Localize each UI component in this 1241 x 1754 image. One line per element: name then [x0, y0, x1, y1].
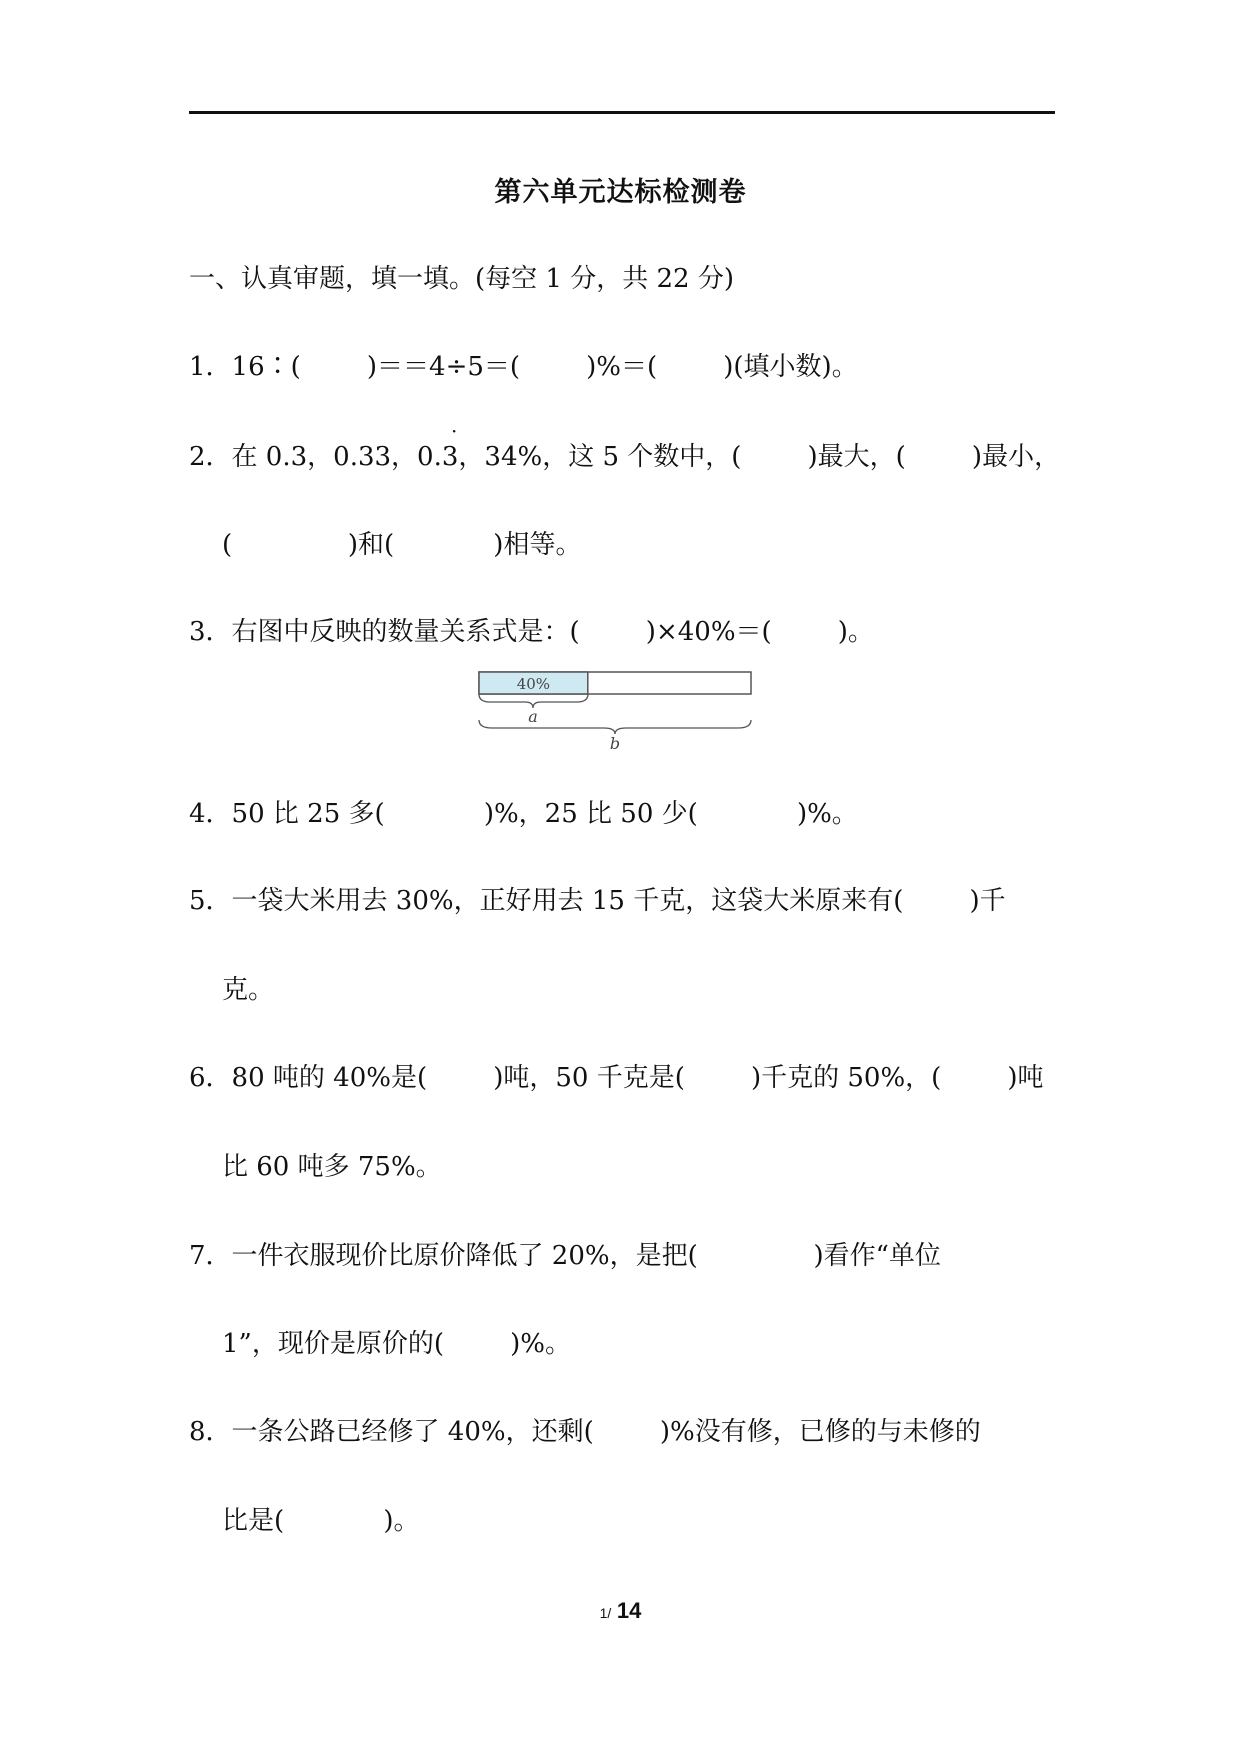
brace-a: [479, 694, 588, 708]
bar-label: 40%: [516, 675, 551, 693]
question-1: 1．16∶( )＝＝4÷5＝( )%＝( )(填小数)。: [189, 352, 858, 382]
page-total: 14: [616, 1598, 642, 1623]
page-title: 第六单元达标检测卷: [494, 177, 747, 208]
question-6-line-1: 6．80 吨的 40%是( )吨，50 千克是( )千克的 50%，( )吨: [189, 1063, 1044, 1093]
brace-a-label: a: [528, 707, 538, 726]
question-2-line-1: [189, 419, 1061, 474]
question-7-line-1: 7．一件衣服现价比原价降低了 20%，是把( )看作“单位: [189, 1241, 941, 1271]
repeating-decimal: [417, 419, 459, 474]
question-6-line-2: 比 60 吨多 75%。: [222, 1152, 442, 1182]
question-2-line-2: ( )和( )相等。: [222, 530, 582, 560]
question-4: 4．50 比 25 多( )%，25 比 50 少( )%。: [189, 799, 858, 829]
question-2-post: ，34%，这 5 个数中，( )最大，( )最小，: [458, 442, 1061, 472]
question-5-line-1: 5．一袋大米用去 30%，正好用去 15 千克，这袋大米原来有( )千: [189, 886, 1006, 916]
question-5-line-2: 克。: [222, 975, 275, 1005]
page-separator: /: [607, 1605, 612, 1621]
page-number: [0, 1598, 1241, 1624]
brace-b-label: b: [609, 734, 621, 753]
question-7-line-2: 1”，现价是原价的( )%。: [222, 1329, 571, 1359]
question-2-pre: 2．在 0.3，0.33，: [189, 442, 418, 472]
question-8-line-2: 比是( )。: [222, 1506, 420, 1536]
section-heading: 一、认真审题，填一填。(每空 1 分，共 22 分): [189, 264, 734, 294]
repeat-dot: ·: [451, 419, 458, 443]
page-current: 1: [599, 1605, 608, 1621]
percent-bar-figure: [470, 670, 770, 760]
repeating-decimal-digits: 0.3: [417, 442, 459, 472]
header-rule: [189, 111, 1055, 114]
question-8-line-1: 8．一条公路已经修了 40%，还剩( )%没有修，已修的与未修的: [189, 1417, 981, 1447]
question-3: 3．右图中反映的数量关系式是：( )×40%＝( )。: [189, 617, 874, 647]
brace-b: [479, 720, 751, 734]
